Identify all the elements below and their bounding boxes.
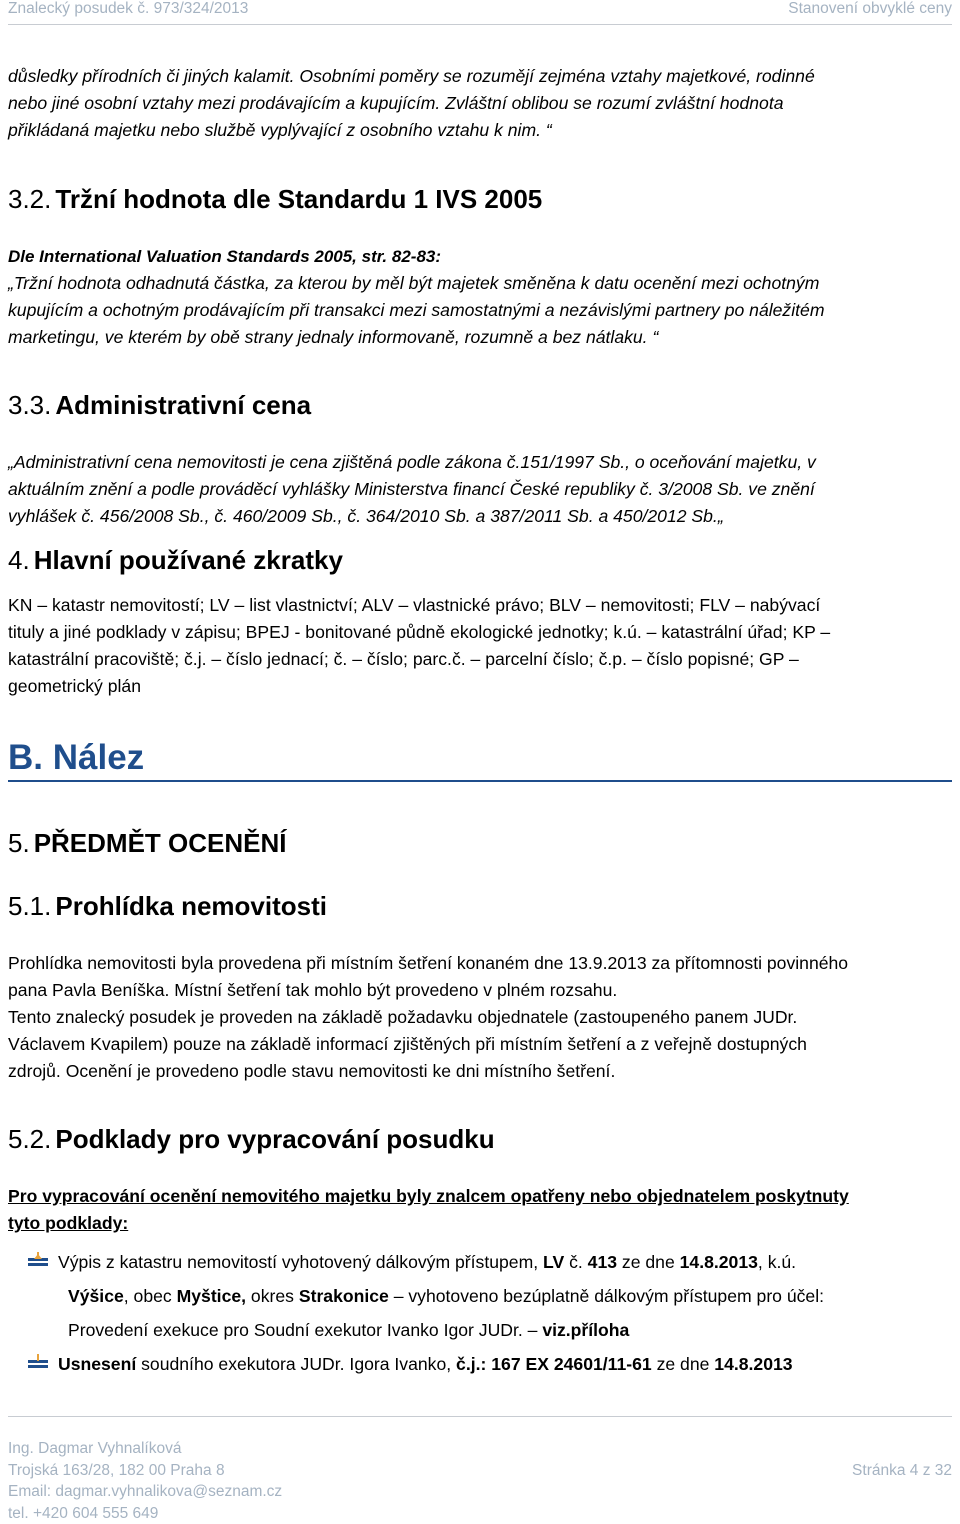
- intro-paragraph: [8, 63, 952, 144]
- admin-price-line: vyhlášek č. 456/2008 Sb., č. 460/2009 Sb., č. 364/2010 Sb. a 387/2011 Sb. a 450/2012 Sb.„: [8, 503, 952, 530]
- part-b-heading: [8, 738, 952, 778]
- part-title: B. Nález: [8, 738, 952, 778]
- list-item: Usnesení soudního exekutora JUDr. Igora Ivanko, č.j.: 167 EX 24601/11-61 ze dne 14.8.2013: [8, 1347, 952, 1381]
- footer-phone: tel. +420 604 555 649: [8, 1503, 952, 1524]
- ivs-quote-line: kupujícím a ochotným prodávajícím při transakci mezi samostatnými a nezávislými partnery po náležitém: [8, 297, 952, 324]
- admin-price-line: aktuálním znění a podle prováděcí vyhlášky Ministerstva financí České republiky č. 3/2008 Sb. ve znění: [8, 476, 952, 503]
- ivs-quote-line: „Tržní hodnota odhadnutá částka, za kterou by měl být majetek směněna k datu ocenění mezi ochotným: [8, 270, 952, 297]
- section-5-2-heading: [8, 1124, 952, 1154]
- arrow-bullet-icon: [28, 1354, 48, 1374]
- footer-divider: [8, 1416, 952, 1417]
- header-section-title: Stanovení obvyklé ceny: [788, 0, 952, 18]
- inspection-line: Tento znalecký posudek je proveden na základě požadavku objednatele (zastoupeného panem JUDr.: [8, 1004, 952, 1031]
- abbreviations-line: katastrální pracoviště; č.j. – číslo jednací; č. – číslo; parc.č. – parcelní číslo; č.p. – číslo popisné; GP –: [8, 646, 952, 673]
- page-header: [8, 0, 952, 22]
- section-number: 3.2.: [8, 184, 51, 214]
- inspection-line: pana Pavla Beníška. Místní šetření tak mohlo být provedeno v plném rozsahu.: [8, 977, 952, 1004]
- inspection-paragraph: [8, 950, 952, 1085]
- ivs-quote-line: marketingu, ve kterém by obě strany jednaly informovaně, rozumně a bez nátlaku. “: [8, 324, 952, 351]
- inspection-line: zdrojů. Ocenění je provedeno podle stavu nemovitosti ke dni místního šetření.: [8, 1058, 952, 1085]
- section-number: 5.: [8, 828, 30, 858]
- section-number: 3.3.: [8, 390, 51, 420]
- section-title: PŘEDMĚT OCENĚNÍ: [34, 828, 287, 858]
- section-5-1-heading: [8, 891, 952, 921]
- inspection-line: Václavem Kvapilem) pouze na základě informací zjištěných při místním šetření a z veřejně dostupných: [8, 1031, 952, 1058]
- section-5-heading: [8, 828, 952, 858]
- sources-lead-line: Pro vypracování ocenění nemovitého majetku byly znalcem opatřeny nebo objednatelem poskytnuty: [8, 1183, 952, 1210]
- footer-name: Ing. Dagmar Vyhnalíková: [8, 1438, 952, 1460]
- section-3-2-body: [8, 243, 952, 351]
- section-number: 5.2.: [8, 1124, 51, 1154]
- section-title: Prohlídka nemovitosti: [55, 891, 327, 921]
- section-3-3-heading: [8, 390, 952, 420]
- section-title: Podklady pro vypracování posudku: [55, 1124, 494, 1154]
- abbreviations-line: geometrický plán: [8, 673, 952, 700]
- section-title: Tržní hodnota dle Standardu 1 IVS 2005: [55, 184, 542, 214]
- section-title: Administrativní cena: [55, 390, 311, 420]
- section-3-2-heading: [8, 184, 952, 214]
- arrow-bullet-icon: [28, 1252, 48, 1272]
- abbreviations-line: tituly a jiné podklady v zápisu; BPEJ - bonitované půdně ekologické jednotky; k.ú. – katastrální úřad; KP –: [8, 619, 952, 646]
- header-doc-title: Znalecký posudek č. 973/324/2013: [8, 0, 248, 18]
- section-number: 5.1.: [8, 891, 51, 921]
- section-3-3-body: [8, 449, 952, 530]
- header-divider: [8, 24, 952, 25]
- footer-email: Email: dagmar.vyhnalikova@seznam.cz: [8, 1481, 952, 1503]
- abbreviations-paragraph: [8, 592, 952, 700]
- ivs-subheading: Dle International Valuation Standards 2005, str. 82-83:: [8, 243, 952, 270]
- section-title: Hlavní používané zkratky: [34, 545, 343, 575]
- sources-lead: [8, 1183, 952, 1237]
- abbreviations-line: KN – katastr nemovitostí; LV – list vlastnictví; ALV – vlastnické právo; BLV – nemovitosti; FLV – nabývací: [8, 592, 952, 619]
- intro-line: přikládaná majetku nebo službě vyplývající z osobního vztahu k nim. “: [8, 117, 952, 144]
- section-number: 4.: [8, 545, 30, 575]
- sources-lead-line: tyto podklady:: [8, 1210, 952, 1237]
- part-b-divider: [8, 780, 952, 782]
- inspection-line: Prohlídka nemovitosti byla provedena při místním šetření konaném dne 13.9.2013 za přítomnosti povinného: [8, 950, 952, 977]
- page-number: Stránka 4 z 32: [852, 1460, 952, 1482]
- intro-line: nebo jiné osobní vztahy mezi prodávajícím a kupujícím. Zvláštní oblibou se rozumí zvláštní hodnota: [8, 90, 952, 117]
- admin-price-line: „Administrativní cena nemovitosti je cena zjištěná podle zákona č.151/1997 Sb., o oceňování majetku, v: [8, 449, 952, 476]
- list-item: Výpis z katastru nemovitostí vyhotovený dálkovým přístupem, LV č. 413 ze dne 14.8.2013, k.ú. Výšice, obec Myštice, okres Strakonice – vyhotoveno bezúplatně dálkovým přístupem pro účel: Provedení exekuce pro Soudní exekutor Ivanko Igor JUDr. – viz.příloha: [8, 1245, 952, 1347]
- footer-address: Trojská 163/28, 182 00 Praha 8: [8, 1460, 952, 1482]
- page-footer: [8, 1438, 952, 1524]
- section-4-heading: [8, 545, 952, 575]
- intro-line: důsledky přírodních či jiných kalamit. Osobními poměry se rozumějí zejména vztahy majetkové, rodinné: [8, 63, 952, 90]
- sources-list: [8, 1245, 952, 1381]
